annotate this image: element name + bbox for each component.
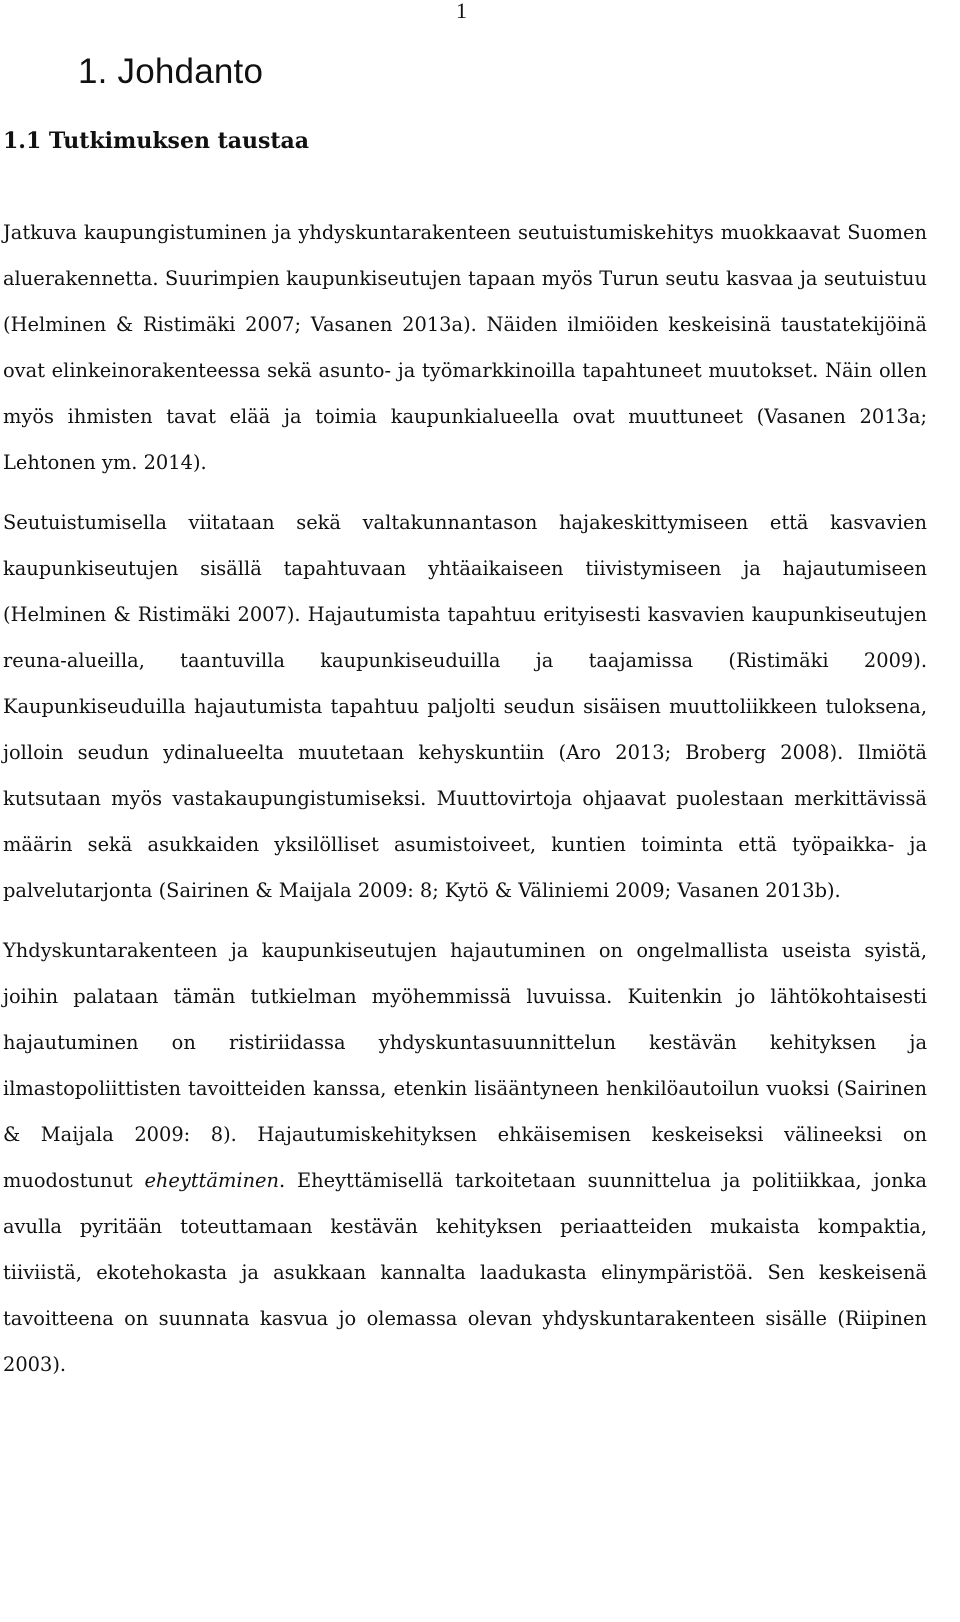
paragraph-2: Seutuistumisella viitataan sekä valtakunnantason hajakeskittymiseen että kasvavien kaupunkiseutujen sisällä tapahtuvaan yhtäaikaiseen tiivistymiseen ja hajautumiseen (Helminen & Ristimäki 2007). Hajautumista tapahtuu erityisesti kasvavien kaupunkiseutujen reuna-alueilla, taantuvilla kaupunkiseuduilla ja taajamissa (Ristimäki 2009). Kaupunkiseuduilla hajautumista tapahtuu paljolti seudun sisäisen muuttoliikkeen tuloksena, jolloin seudun ydinalueelta muutetaan kehyskuntiin (Aro 2013; Broberg 2008). Ilmiötä kutsutaan myös vastakaupungistumiseksi. Muuttovirtoja ohjaavat puolestaan merkittävissä määrin sekä asukkaiden yksilölliset asumistoiveet, kuntien toiminta että työpaikka- ja palvelutarjonta (Sairinen & Maijala 2009: 8; Kytö & Väliniemi 2009; Vasanen 2013b). <box>3 511 927 902</box>
paragraph-3 <box>3 928 927 1388</box>
emphasized-term: eheyttäminen <box>144 1169 280 1192</box>
paragraph-3-part-1: Yhdyskuntarakenteen ja kaupunkiseutujen hajautuminen on ongelmallista useista syistä, joihin palataan tämän tutkielman myöhemmissä luvuissa. Kuitenkin jo lähtökohtaisesti hajautuminen on ristiriidassa yhdyskuntasuunnittelun kestävän kehityksen ja ilmastopoliittisten tavoitteiden kanssa, etenkin lisääntyneen henkilöautoilun vuoksi (Sairinen & Maijala 2009: 8). Hajautumiskehityksen ehkäisemisen keskeiseksi välineeksi on muodostunut <box>3 939 927 1192</box>
paragraph-3-part-2: . Eheyttämisellä tarkoitetaan suunnittelua ja politiikkaa, jonka avulla pyritään toteuttamaan kestävän kehityksen periaatteiden mukaista kompaktia, tiiviistä, ekotehokasta ja asukkaan kannalta laadukasta elinympäristöä. Sen keskeisenä tavoitteena on suunnata kasvua jo olemassa olevan yhdyskuntarakenteen sisälle (Riipinen 2003). <box>3 1169 927 1376</box>
page-number: 1 <box>456 0 467 23</box>
section-title: 1.1 Tutkimuksen taustaa <box>3 128 310 154</box>
chapter-title: 1. Johdanto <box>78 52 264 91</box>
paragraph-1: Jatkuva kaupungistuminen ja yhdyskuntarakenteen seutuistumiskehitys muokkaavat Suomen aluerakennetta. Suurimpien kaupunkiseutujen tapaan myös Turun seutu kasvaa ja seutuistuu (Helminen & Ristimäki 2007; Vasanen 2013a). Näiden ilmiöiden keskeisinä taustatekijöinä ovat elinkeinorakenteessa sekä asunto- ja työmarkkinoilla tapahtuneet muutokset. Näin ollen myös ihmisten tavat elää ja toimia kaupunkialueella ovat muuttuneet (Vasanen 2013a; Lehtonen ym. 2014). <box>3 221 927 474</box>
body-text <box>3 210 927 1388</box>
